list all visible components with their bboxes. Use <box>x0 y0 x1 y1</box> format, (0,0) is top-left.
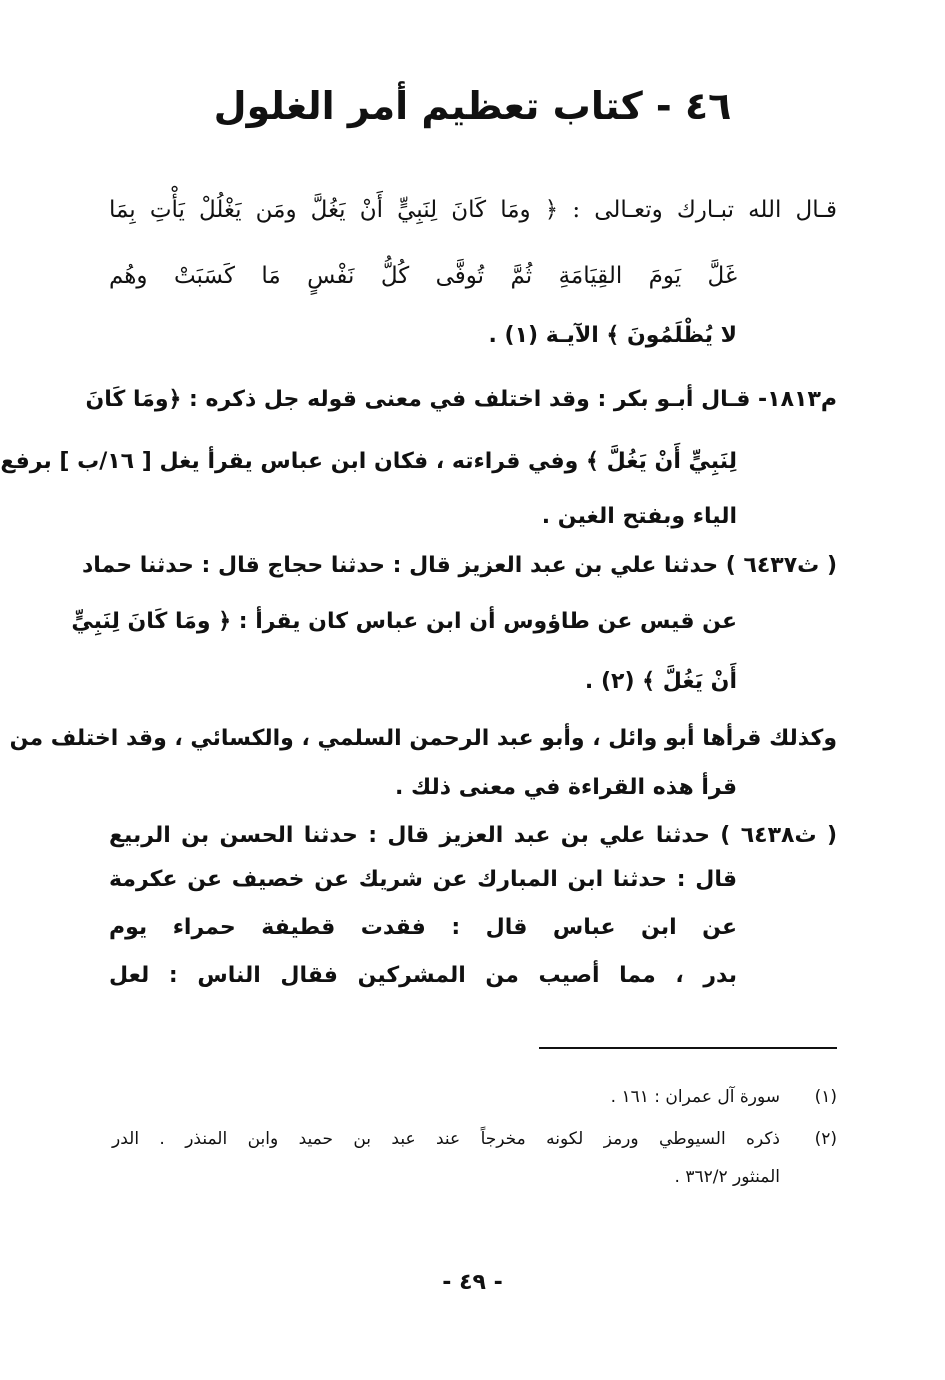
body-line-7: ( ث٦٤٣٧ ) حدثنا علي بن عبد العزيز قال : حدثنا حجاج قال : حدثنا حماد <box>81 553 837 578</box>
footnote-2-continuation: المنثور ٣٦٢/٢ . <box>674 1167 780 1187</box>
body-line-1: قـال الله تبـارك وتعـالى : ﴿ ومَا كَانَ لِنَبِيٍّ أَنْ يَغُلَّ ومَن يَغْلُلْ يَأْتِ بِمَا <box>109 197 837 223</box>
footnote-1-number: (١) <box>814 1087 837 1107</box>
body-line-11: قرأ هذه القراءة في معنى ذلك . <box>395 775 737 800</box>
footnote-2-number: (٢) <box>814 1129 837 1149</box>
body-line-8: عن قيس عن طاؤوس أن ابن عباس كان يقرأ : ﴿ ومَا كَانَ لِنَبِيٍّ <box>71 609 737 634</box>
body-line-14: عن ابن عباس قال : فقدت قطيفة حمراء يوم <box>109 915 737 940</box>
footnote-separator <box>539 1047 837 1049</box>
body-line-10: وكذلك قرأها أبو وائل ، وأبو عبد الرحمن السلمي ، والكسائي ، وقد اختلف من <box>9 726 837 751</box>
body-line-5: لِنَبِيٍّ أَنْ يَغُلَّ ﴾ وفي قراءته ، فكان ابن عباس يقرأ يغل [ ١٦/ب ] برفع <box>0 449 737 474</box>
body-line-13: قال : حدثنا ابن المبارك عن شريك عن خصيف عن عكرمة <box>109 867 737 892</box>
body-line-6: الياء وبفتح الغين . <box>541 504 737 529</box>
footnote-1-text: سورة آل عمران : ١٦١ . <box>610 1087 780 1107</box>
chapter-title: ٤٦ - كتاب تعظيم أمر الغلول <box>213 84 732 128</box>
page-number: - ٤٩ - <box>442 1270 503 1295</box>
footnote-2-text: ذكره السيوطي ورمز لكونه مخرجاً عند عبد بن حميد وابن المنذر . الدر <box>112 1129 780 1149</box>
body-line-3: لا يُظْلَمُونَ ﴾ الآيـة (١) . <box>488 323 737 348</box>
body-line-15: بدر ، مما أصيب من المشركين فقال الناس : لعل <box>109 963 737 988</box>
body-line-12: ( ث٦٤٣٨ ) حدثنا علي بن عبد العزيز قال : حدثنا الحسن بن الربيع <box>109 823 838 848</box>
body-line-4: م١٨١٣- قـال أبـو بكر : وقد اختلف في معنى قوله جل ذكره : ﴿ومَا كَانَ <box>85 387 837 412</box>
body-line-9: أَنْ يَغُلَّ ﴾ (٢) . <box>584 669 737 694</box>
body-line-2: غَلَّ يَومَ القِيَامَةِ ثُمَّ تُوفَّى كُلُّ نَفْسٍ مَا كَسَبَتْ وهُم <box>109 263 737 289</box>
